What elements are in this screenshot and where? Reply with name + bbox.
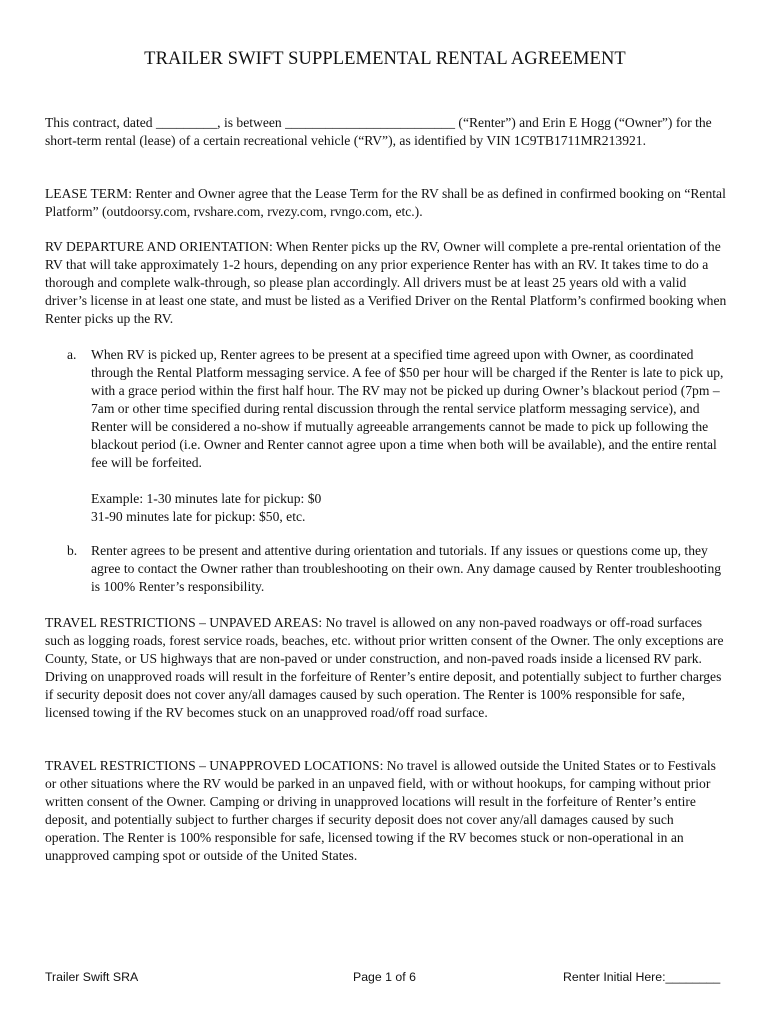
document-title: TRAILER SWIFT SUPPLEMENTAL RENTAL AGREEMENT	[144, 49, 626, 69]
intro-paragraph	[45, 114, 730, 150]
intro-text: This contract, dated _________, is between _________________________ (“Renter”) and Erin E Hogg (“Owner”) for the short-term rental (lease) of a certain recreational vehicle (“RV”), as identified by VIN 1C9TB1711MR213921.	[45, 115, 712, 148]
list-item-b-text: Renter agrees to be present and attentive during orientation and tutorials. If any issues or questions come up, they agree to contact the Owner rather than troubleshooting on their own. Any damage caused by Renter troubleshooting is 100% Renter’s responsibility.	[91, 543, 722, 594]
departure-paragraph	[45, 238, 730, 328]
lease-term-paragraph	[45, 185, 730, 221]
departure-text: RV DEPARTURE AND ORIENTATION: When Renter picks up the RV, Owner will complete a pre-rental orientation of the RV that will take approximately 1-2 hours, depending on any prior experience Renter has with an RV. It takes time to do a thorough and complete walk-through, so please plan accordingly. All drivers must be at least 25 years old with a valid driver’s license in at least one state, and must be listed as a Verified Driver on the Rental Platform’s confirmed booking when Renter picks up the RV.	[45, 239, 727, 326]
orientation-list	[67, 346, 727, 526]
orientation-list-b	[67, 542, 727, 596]
unpaved-paragraph	[45, 614, 730, 722]
example-line-1: Example: 1-30 minutes late for pickup: $0	[91, 491, 322, 506]
footer-page-number: Page 1 of 6	[353, 970, 416, 984]
list-marker-a: a.	[67, 347, 77, 362]
list-marker-b: b.	[67, 543, 78, 558]
list-item	[67, 346, 727, 526]
footer-renter-initial: Renter Initial Here:________	[563, 970, 721, 984]
list-item	[67, 542, 727, 596]
unapproved-paragraph	[45, 757, 730, 865]
example-line-2: 31-90 minutes late for pickup: $50, etc.	[91, 509, 306, 524]
list-item-a-text: When RV is picked up, Renter agrees to be present at a specified time agreed upon with Owner, as coordinated through the Rental Platform messaging service. A fee of $50 per hour will be charged if the Renter is late to pick up, with a grace period within the first half hour. The RV may not be picked up during Owner’s blackout period (7pm – 7am or other time specified during rental discussion through the rental service platform messaging service), and Renter will be considered a no-show if mutually agreeable arrangements cannot be made to pick up following the blackout period (i.e. Owner and Renter cannot agree upon a time when both will be available), and the entire rental fee will be forfeited.	[91, 347, 724, 470]
unpaved-text: TRAVEL RESTRICTIONS – UNPAVED AREAS: No travel is allowed on any non-paved roadways or off-road surfaces such as logging roads, forest service roads, beaches, etc. without prior written consent of the Owner. The only exceptions are County, State, or US highways that are non-paved or under construction, and non-paved roads inside a licensed RV park. Driving on unapproved roads will result in the forfeiture of Renter’s entire deposit, and potentially subject to further charges if security deposit does not cover any/all damages caused by such operation. The Renter is 100% responsible for safe, licensed towing if the RV becomes stuck on an unapproved road/off road surface.	[45, 615, 724, 720]
lease-term-text: LEASE TERM: Renter and Owner agree that the Lease Term for the RV shall be as defined in confirmed booking on “Rental Platform” (outdoorsy.com, rvshare.com, rvezy.com, rvngo.com, etc.).	[45, 186, 726, 219]
unapproved-text: TRAVEL RESTRICTIONS – UNAPPROVED LOCATIONS: No travel is allowed outside the United States or to Festivals or other situations where the RV would be parked in an unpaved field, with or without hookups, for camping without prior written consent of the Owner. Camping or driving in unapproved locations will result in the forfeiture of Renter’s entire deposit, and potentially subject to further charges if security deposit does not cover any/all damages caused by such operation. The Renter is 100% responsible for safe, licensed towing if the RV becomes stuck or non-operational in an unapproved camping spot or outside of the United States.	[45, 758, 716, 863]
footer-left: Trailer Swift SRA	[45, 970, 139, 984]
